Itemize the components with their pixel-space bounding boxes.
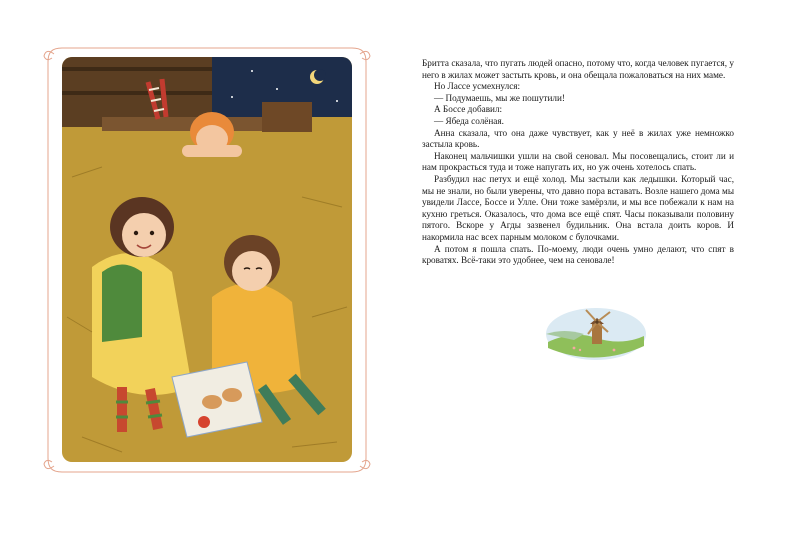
paragraph: Разбудил нас петух и ещё холод. Мы застыли как ледышки. Который час, мы не знали, но были уверены, что давно пора вставать. Возле нашего дома мы увидели Лассе, Боссе и Улле. Они тоже замёрзли, и мы все побежали к нам на кухню греться. Оказалось, что дома все ещё спят. Часы показывали половину пятого. Вскоре у Агды зазвенел будильник. Она встала доить коров. И накормила нас всех парным молоком с булочками.: [422, 173, 734, 242]
paragraph: Бритта сказала, что пугать людей опасно, потому что, когда человек пугается, у него в жилах может застыть кровь, и она обещала пожаловаться на них маме.: [422, 58, 734, 80]
story-text: [422, 58, 734, 267]
paragraph: А Боссе добавил:: [434, 104, 503, 115]
paragraph: Анна сказала, что она даже чувствует, как у неё в жилах уже немножко застыла кровь.: [422, 127, 734, 150]
paragraph: Но Лассе усмехнулся:: [434, 81, 521, 92]
windmill-vignette: [544, 300, 648, 362]
paragraph: — Подумаешь, мы же пошутили!: [434, 92, 565, 103]
windmill-icon: [544, 300, 648, 362]
paragraph: Наконец мальчишки ушли на свой сеновал. Мы посовещались, стоит ли и нам прокрасться туда и тоже напугать их, но уж очень хотелось спать.: [422, 150, 734, 173]
paragraph: А потом я пошла спать. По-моему, люди очень умно делают, что спят в кроватях. Всё-таки это удобнее, чем на сеновале!: [422, 243, 734, 266]
paragraph: — Ябеда солёная.: [434, 115, 504, 126]
illustration-hayloft: [62, 57, 352, 462]
